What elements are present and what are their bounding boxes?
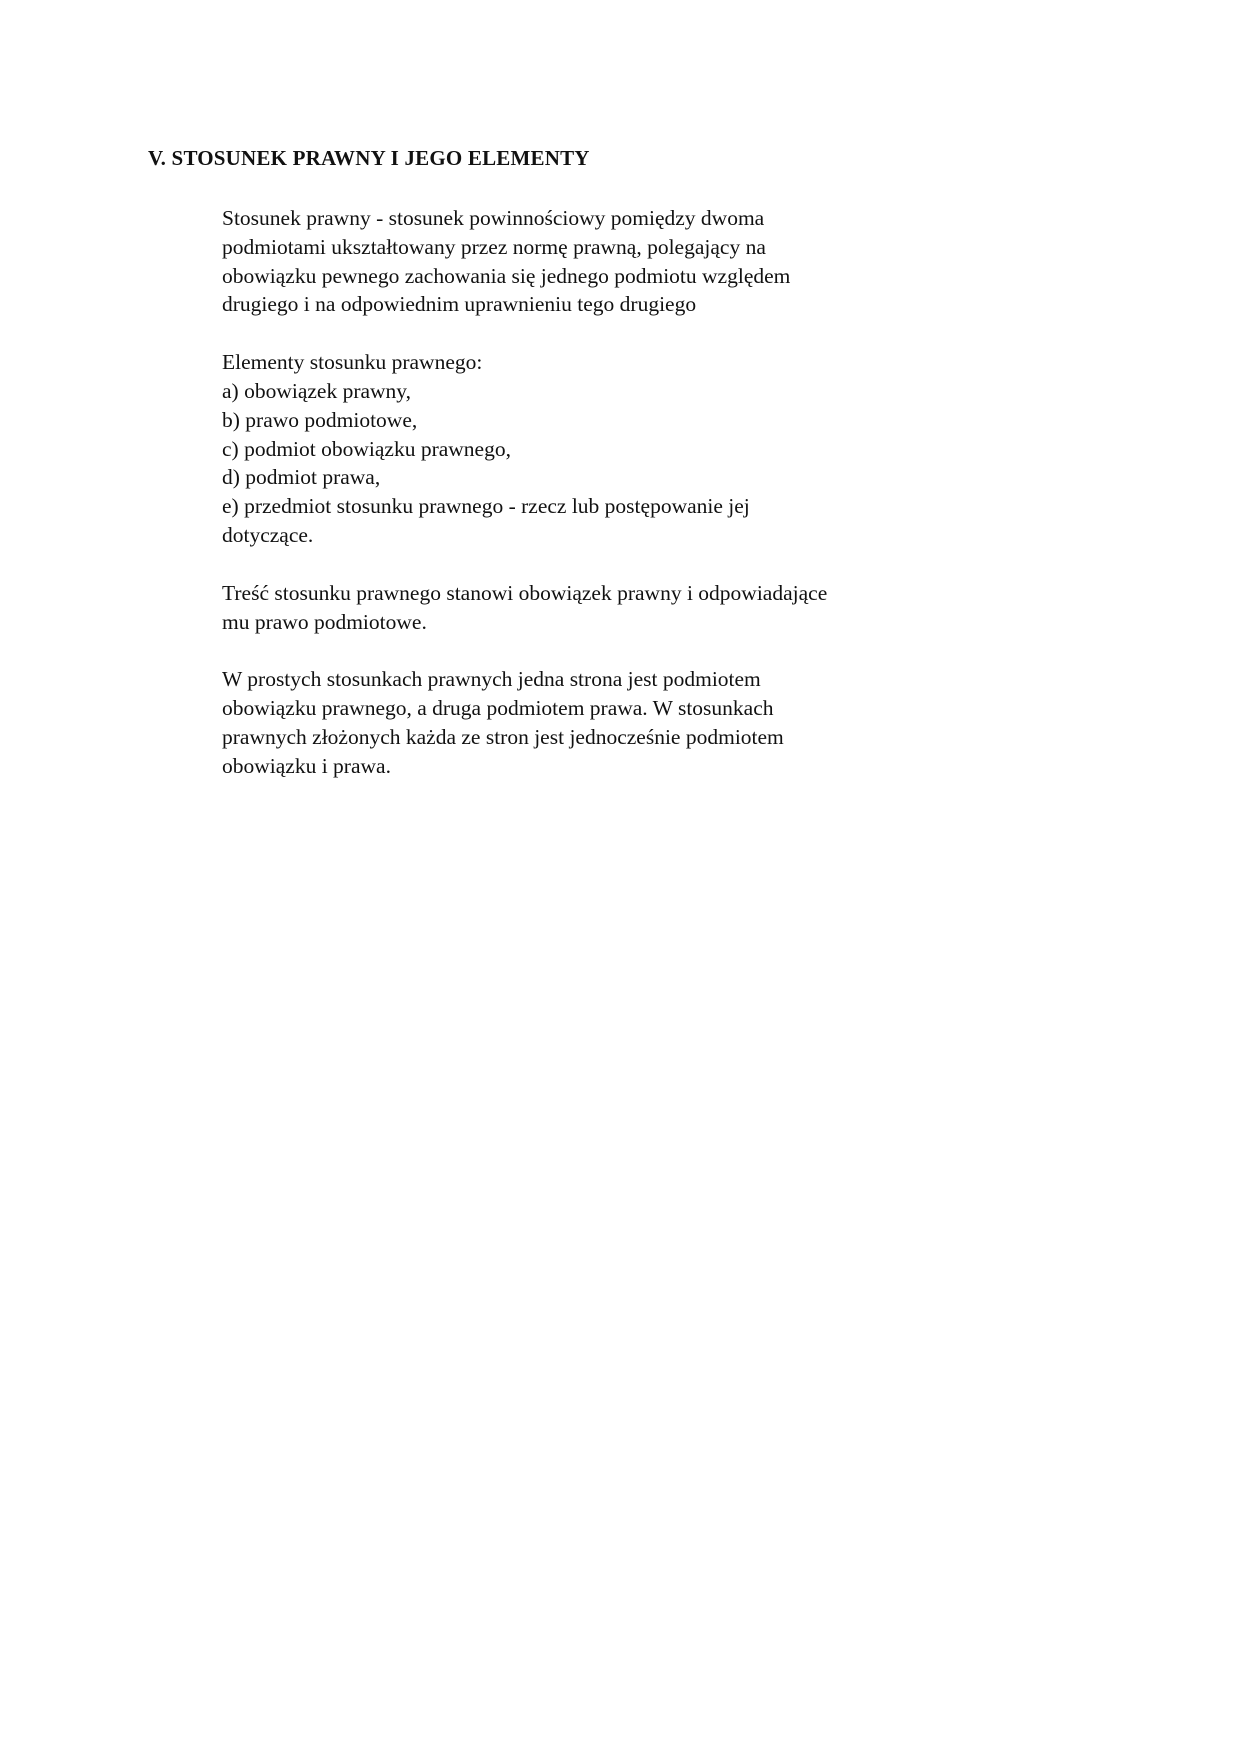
list-item: e) przedmiot stosunku prawnego - rzecz lub postępowanie jej <box>222 494 750 519</box>
text-line: drugiego i na odpowiednim uprawnieniu tego drugiego <box>222 292 697 317</box>
list-heading: Elementy stosunku prawnego: <box>222 350 483 375</box>
paragraph-simple-complex <box>222 665 942 780</box>
list-item: a) obowiązek prawny, <box>222 378 412 403</box>
paragraph-elements-list <box>222 348 942 550</box>
text-line: podmiotami ukształtowany przez normę prawną, polegający na <box>222 234 766 259</box>
text-line: prawnych złożonych każda ze stron jest jednocześnie podmiotem <box>222 724 784 749</box>
paragraph-content <box>222 579 942 637</box>
list-item: b) prawo podmiotowe, <box>222 407 418 432</box>
text-line: obowiązku pewnego zachowania się jednego podmiotu względem <box>222 263 791 288</box>
document-body <box>222 204 942 810</box>
list-item: d) podmiot prawa, <box>222 465 381 490</box>
text-line: Treść stosunku prawnego stanowi obowiązek prawny i odpowiadające <box>222 580 828 605</box>
list-item: c) podmiot obowiązku prawnego, <box>222 436 511 461</box>
section-title: V. STOSUNEK PRAWNY I JEGO ELEMENTY <box>148 146 590 170</box>
paragraph-definition <box>222 204 942 319</box>
text-line: Stosunek prawny - stosunek powinnościowy pomiędzy dwoma <box>222 206 765 230</box>
text-line: W prostych stosunkach prawnych jedna strona jest podmiotem <box>222 667 761 692</box>
list-item-continuation: dotyczące. <box>222 522 314 547</box>
text-line: obowiązku prawnego, a druga podmiotem prawa. W stosunkach <box>222 696 774 721</box>
text-line: obowiązku i prawa. <box>222 753 391 778</box>
text-line: mu prawo podmiotowe. <box>222 609 427 634</box>
